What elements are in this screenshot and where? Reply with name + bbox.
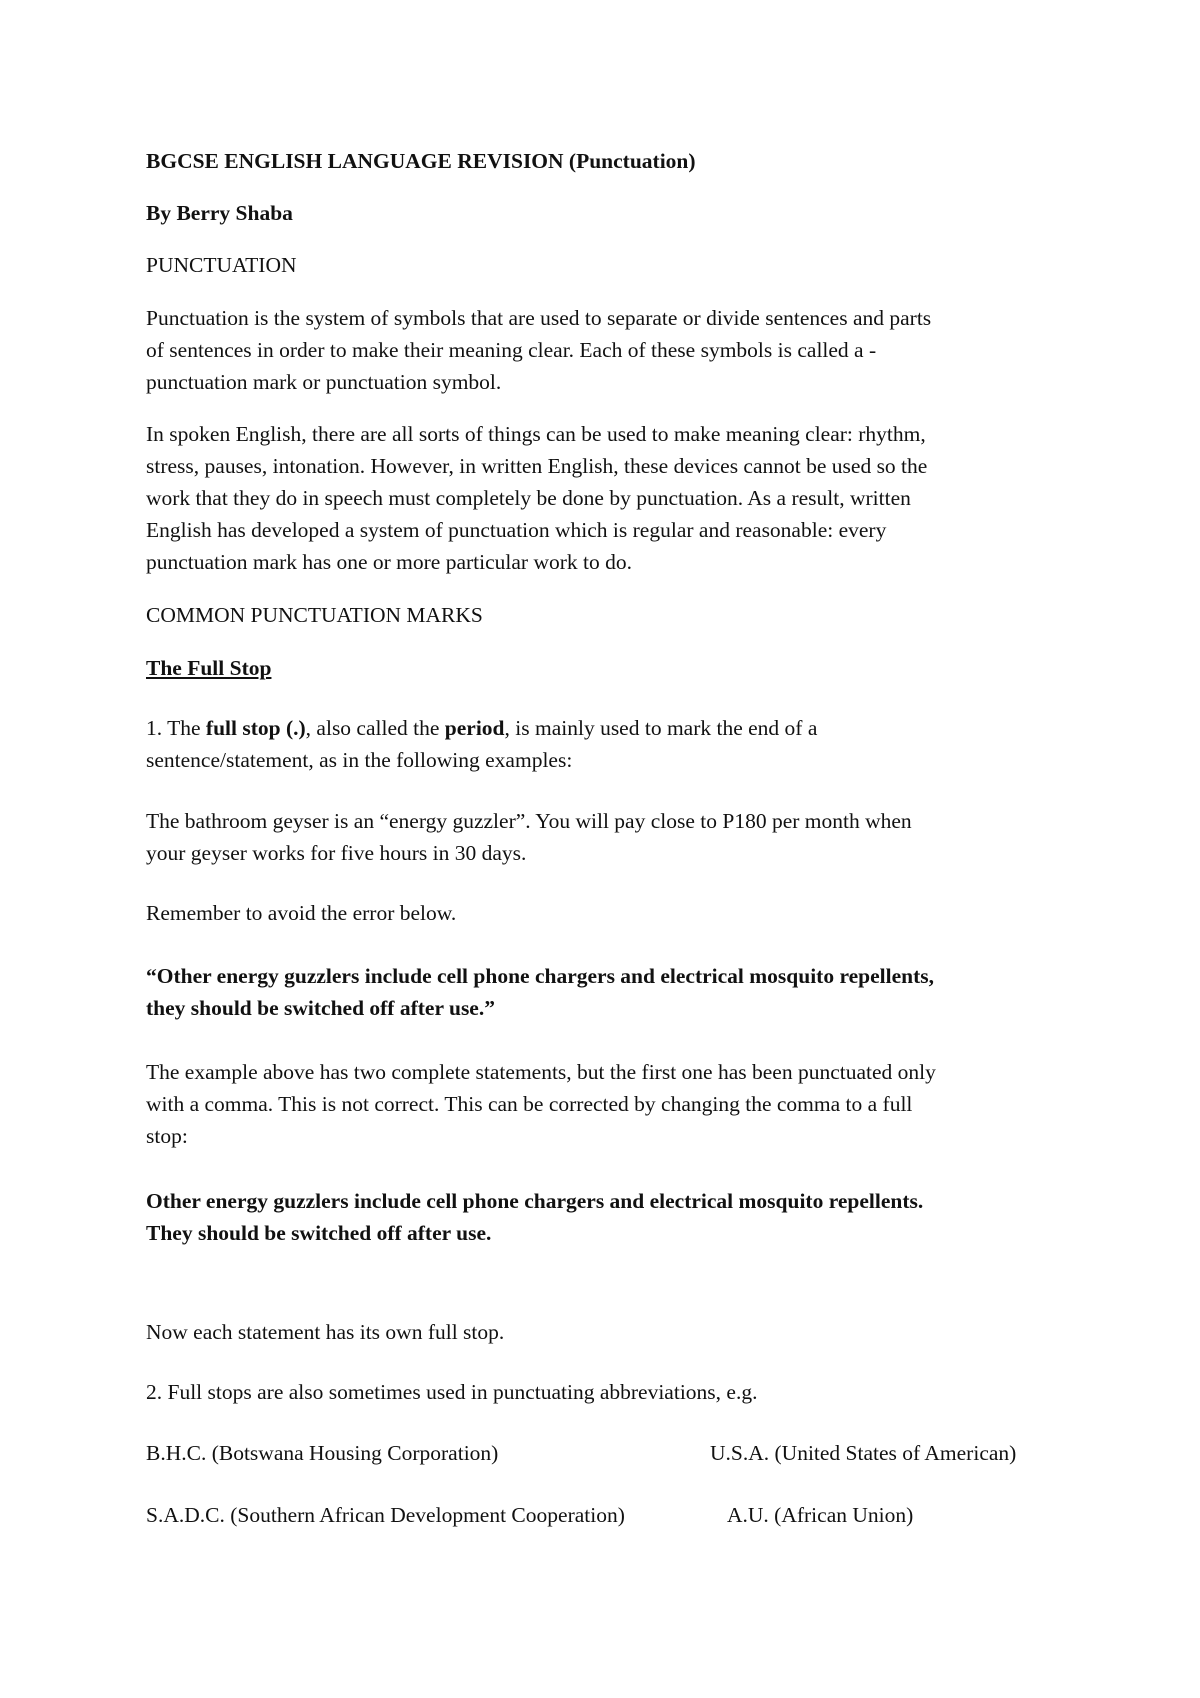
explanation-line-1: The example above has two complete statements, but the first one has been punctuated only [146, 1060, 936, 1084]
abbreviation-usa: U.S.A. (United States of American) [710, 1441, 1017, 1465]
point1-line-1 [146, 712, 817, 744]
error-example-line-2: they should be switched off after use.” [146, 996, 495, 1020]
spoken-line-3: work that they do in speech must completely be done by punctuation. As a result, written [146, 486, 911, 510]
spoken-line-5: punctuation mark has one or more particular work to do. [146, 550, 632, 574]
point1-line-2: sentence/statement, as in the following examples: [146, 748, 573, 772]
explanation-line-2: with a comma. This is not correct. This can be corrected by changing the comma to a full [146, 1092, 913, 1116]
error-example-line-1: “Other energy guzzlers include cell phone chargers and electrical mosquito repellents, [146, 964, 935, 988]
point1-prefix: 1. The [146, 716, 206, 740]
example1-line-2: your geyser works for five hours in 30 days. [146, 841, 527, 865]
full-stop-heading: The Full Stop [146, 656, 272, 680]
example1-line-1: The bathroom geyser is an “energy guzzler”. You will pay close to P180 per month when [146, 809, 912, 833]
point2-line: 2. Full stops are also sometimes used in punctuating abbreviations, e.g. [146, 1380, 758, 1404]
spoken-line-4: English has developed a system of punctuation which is regular and reasonable: every [146, 518, 887, 542]
spoken-line-1: In spoken English, there are all sorts of things can be used to make meaning clear: rhythm, [146, 422, 926, 446]
point1-suffix: , is mainly used to mark the end of a [504, 716, 818, 740]
corrected-example-line-2: They should be switched off after use. [146, 1221, 492, 1245]
abbreviation-au: A.U. (African Union) [727, 1503, 914, 1527]
point1-bold-term-2: period [444, 716, 505, 740]
abbreviation-bhc: B.H.C. (Botswana Housing Corporation) [146, 1441, 499, 1465]
abbreviation-sadc: S.A.D.C. (Southern African Development Cooperation) [146, 1503, 625, 1527]
section-heading: PUNCTUATION [146, 253, 297, 277]
remember-line: Remember to avoid the error below. [146, 901, 457, 925]
author-line: By Berry Shaba [146, 201, 293, 225]
intro-line-2: of sentences in order to make their meaning clear. Each of these symbols is called a - [146, 338, 877, 362]
corrected-example-line-1: Other energy guzzlers include cell phone chargers and electrical mosquito repellents. [146, 1189, 924, 1213]
intro-line-3: punctuation mark or punctuation symbol. [146, 370, 502, 394]
spoken-line-2: stress, pauses, intonation. However, in written English, these devices cannot be used so the [146, 454, 928, 478]
intro-line-1: Punctuation is the system of symbols that are used to separate or divide sentences and parts [146, 306, 932, 330]
document-title: BGCSE ENGLISH LANGUAGE REVISION (Punctuation) [146, 149, 696, 173]
point1-bold-term-1: full stop (.) [205, 716, 306, 740]
point1-mid: , also called the [305, 716, 445, 740]
explanation-line-3: stop: [146, 1124, 188, 1148]
common-heading: COMMON PUNCTUATION MARKS [146, 603, 483, 627]
now-each-line: Now each statement has its own full stop. [146, 1320, 505, 1344]
